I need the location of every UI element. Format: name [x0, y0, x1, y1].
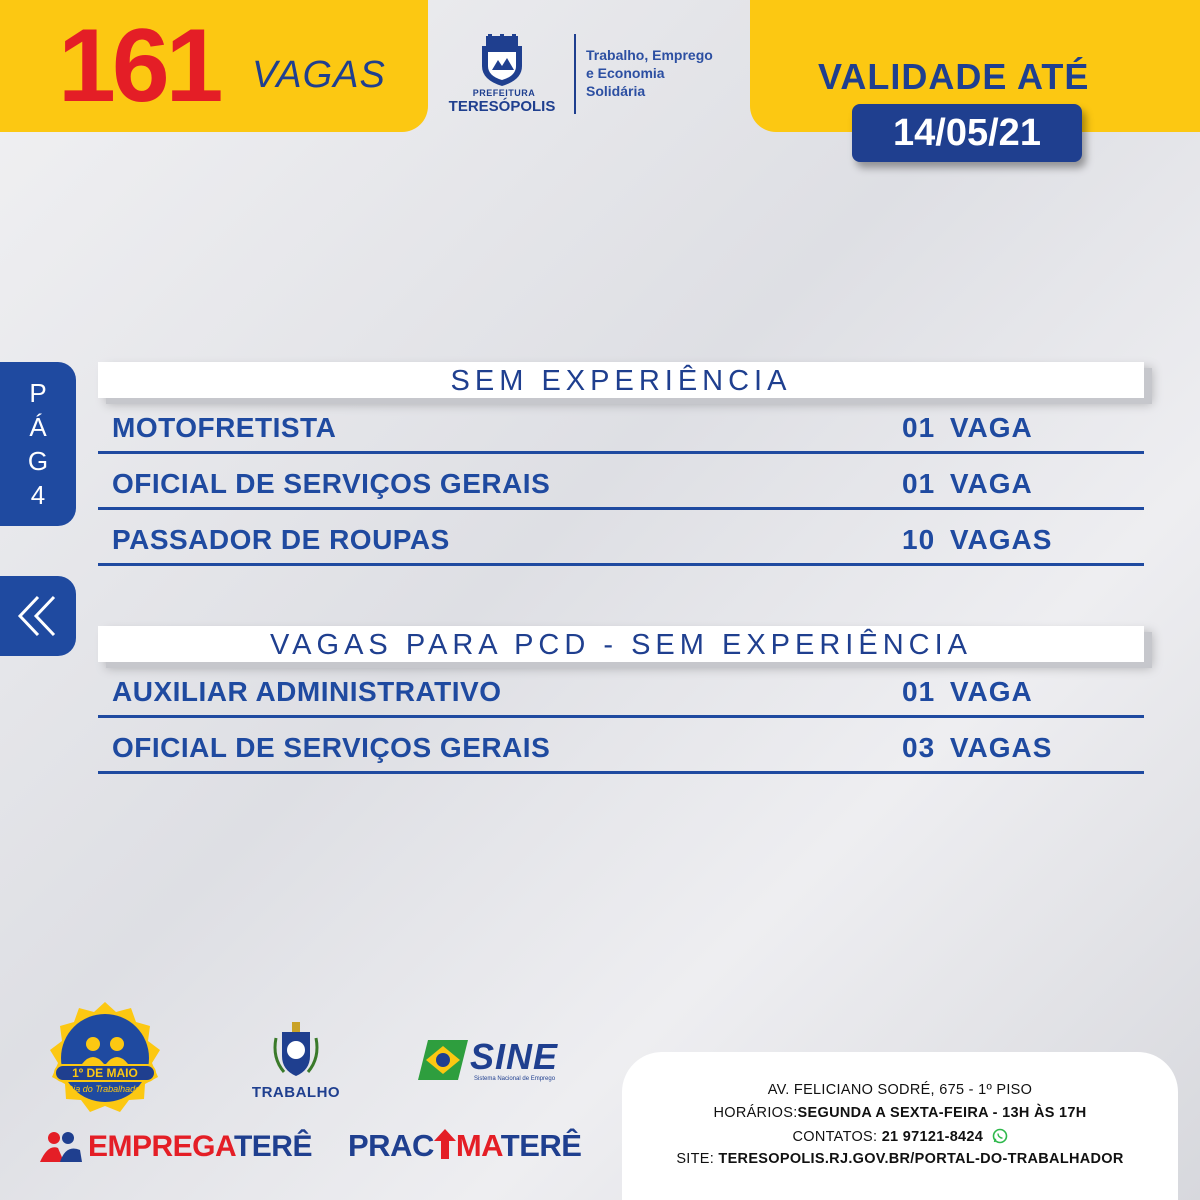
section-pcd-sem-experiencia	[98, 626, 1144, 774]
validity-label: VALIDADE ATÉ	[818, 56, 1090, 97]
double-chevron-left-icon	[16, 594, 62, 638]
secretariat-line: Solidária	[586, 83, 646, 99]
empregatere-red: EMPREGA	[88, 1130, 234, 1163]
job-title: MOTOFRETISTA	[112, 412, 337, 443]
job-vacancies: 01 VAGA	[902, 412, 1033, 443]
validity-date: 14/05/21	[852, 104, 1082, 162]
job-title: AUXILIAR ADMINISTRATIVO	[112, 676, 502, 707]
primeiro-de-maio-badge-icon	[46, 1000, 164, 1116]
page-letter: G	[27, 446, 49, 476]
phone-number[interactable]: 21 97121-8424	[881, 1129, 984, 1145]
praca-left: PRAC	[348, 1128, 434, 1163]
state-crest-icon	[266, 1018, 326, 1082]
secretariat-line: e Economia	[586, 65, 665, 81]
job-title: PASSADOR DE ROUPAS	[112, 524, 450, 555]
job-title: OFICIAL DE SERVIÇOS GERAIS	[112, 732, 551, 763]
hours-label: HORÁRIOS:	[713, 1105, 798, 1121]
praca-mid: MA	[455, 1128, 501, 1163]
sine-logo-subtitle: Sistema Nacional de Emprego	[474, 1076, 556, 1082]
job-title: OFICIAL DE SERVIÇOS GERAIS	[112, 468, 551, 499]
may-badge-title: 1º DE MAIO	[54, 1064, 156, 1082]
page-letter: Á	[29, 412, 47, 442]
empregatere-logo	[36, 1126, 326, 1166]
vacancy-count-label: VAGAS	[252, 54, 386, 96]
job-vacancies: 01 VAGA	[902, 676, 1033, 707]
city-name: TERESÓPOLIS	[448, 98, 556, 115]
secretariat-line: Trabalho, Emprego	[586, 47, 713, 63]
contact-card	[622, 1052, 1178, 1200]
praca-right: TERÊ	[500, 1128, 582, 1163]
city-crest-icon	[474, 32, 530, 88]
prefeitura-label: PREFEITURA	[472, 88, 536, 98]
phone-line	[622, 1128, 1178, 1145]
site-line	[622, 1151, 1178, 1167]
brazil-flag-icon	[418, 1040, 468, 1080]
phone-label: CONTATOS:	[792, 1129, 882, 1145]
hours-value: SEGUNDA A SEXTA-FEIRA - 13H ÀS 17H	[797, 1105, 1087, 1121]
page-number: 4	[30, 480, 46, 510]
job-vacancies: 01 VAGA	[902, 468, 1033, 499]
prefeitura-logo	[440, 30, 740, 120]
people-icon	[36, 1130, 86, 1164]
hours-line	[622, 1105, 1178, 1121]
vacancy-count: 161	[58, 8, 220, 124]
may-badge-subtitle: Dia do Trabalhador	[66, 1084, 144, 1094]
whatsapp-icon	[992, 1128, 1008, 1144]
section-title: VAGAS PARA PCD - SEM EXPERIÊNCIA	[98, 626, 1144, 662]
secretariat-name	[586, 46, 746, 100]
job-vacancies: 10 VAGAS	[902, 524, 1053, 555]
page-letter: P	[29, 378, 47, 408]
empregatere-blue: TERÊ	[233, 1130, 312, 1163]
job-row	[98, 454, 1144, 510]
job-vacancies: 03 VAGAS	[902, 732, 1053, 763]
arrow-up-icon	[434, 1129, 456, 1159]
sine-logo-text: SINE	[470, 1036, 559, 1077]
site-url[interactable]: TERESOPOLIS.RJ.GOV.BR/PORTAL-DO-TRABALHADOR	[718, 1151, 1124, 1167]
job-row	[98, 662, 1144, 718]
section-sem-experiencia	[98, 362, 1144, 566]
site-label: SITE:	[676, 1151, 719, 1167]
previous-page-button[interactable]	[0, 576, 76, 656]
trabalho-logo-label: TRABALHO	[251, 1084, 341, 1101]
address: AV. FELICIANO SODRÉ, 675 - 1º PISO	[767, 1082, 1033, 1098]
pracamatere-logo	[348, 1124, 608, 1168]
logo-divider	[574, 34, 576, 114]
job-row	[98, 510, 1144, 566]
job-row	[98, 718, 1144, 774]
job-row	[98, 398, 1144, 454]
section-title: SEM EXPERIÊNCIA	[98, 362, 1144, 398]
page-indicator-tab	[0, 362, 76, 526]
